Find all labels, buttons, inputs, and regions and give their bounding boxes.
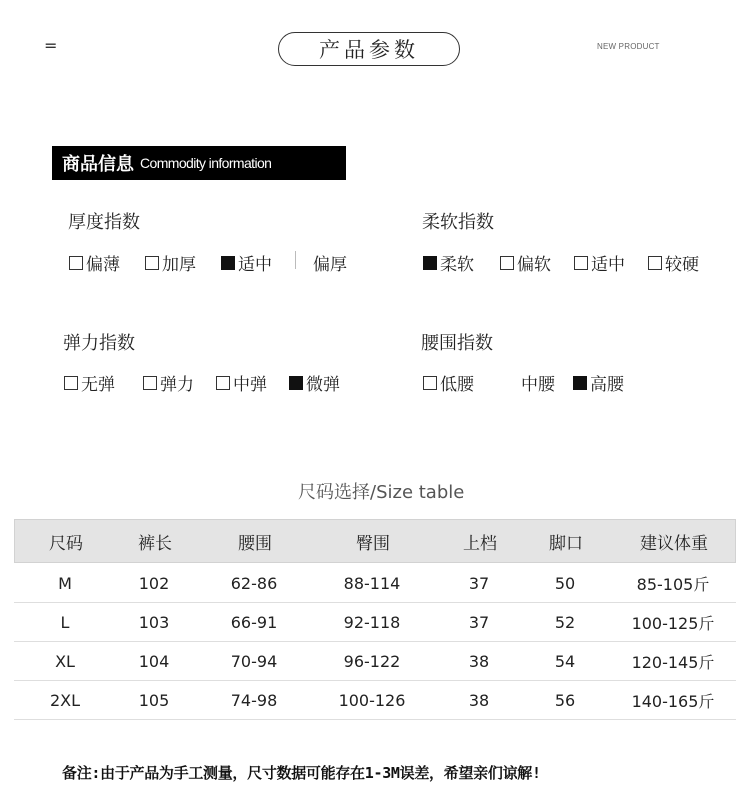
table-row <box>14 603 736 642</box>
option-label: 柔软 <box>440 255 474 275</box>
option-label: 弹力 <box>160 375 194 395</box>
divider <box>295 251 296 269</box>
option-label: 偏厚 <box>313 255 347 275</box>
banner-title-en: Commodity information <box>140 155 272 171</box>
cell-weight: 120-145斤 <box>631 652 715 672</box>
header-weight: 建议体重 <box>640 533 708 554</box>
option-hard[interactable] <box>648 250 699 275</box>
header-waist: 腰围 <box>238 533 272 554</box>
checkbox-icon <box>145 256 159 270</box>
cell-size: L <box>60 612 70 632</box>
cell-hem: 56 <box>554 690 576 710</box>
cell-length: 103 <box>138 612 170 632</box>
header-length: 裤长 <box>138 533 172 554</box>
cell-rise: 38 <box>468 651 490 671</box>
option-label: 高腰 <box>590 375 624 395</box>
option-stretch[interactable] <box>143 370 194 395</box>
option-label: 无弹 <box>81 375 115 395</box>
cell-hip: 100-126 <box>338 690 406 710</box>
cell-rise: 37 <box>468 573 490 593</box>
checkbox-checked-icon <box>221 256 235 270</box>
option-label: 中弹 <box>233 375 267 395</box>
option-label: 较硬 <box>665 255 699 275</box>
header-hip: 臀围 <box>356 533 390 554</box>
table-header <box>14 519 736 563</box>
option-label: 中腰 <box>521 375 555 395</box>
cell-length: 102 <box>138 573 170 593</box>
option-label: 适中 <box>591 255 625 275</box>
option-thickish[interactable] <box>313 250 347 275</box>
cell-rise: 37 <box>468 612 490 632</box>
option-medium[interactable] <box>221 250 272 275</box>
option-label: 低腰 <box>440 375 474 395</box>
checkbox-checked-icon <box>573 376 587 390</box>
thickness-title: 厚度指数 <box>68 212 140 233</box>
cell-hem: 50 <box>554 573 576 593</box>
checkbox-icon <box>648 256 662 270</box>
checkbox-icon <box>500 256 514 270</box>
cell-rise: 38 <box>468 690 490 710</box>
page-title: 产品参数 <box>278 32 460 66</box>
option-no-stretch[interactable] <box>64 370 115 395</box>
cell-waist: 66-91 <box>230 612 278 632</box>
option-low-waist[interactable] <box>423 370 474 395</box>
checkbox-icon <box>64 376 78 390</box>
table-row <box>14 681 736 720</box>
elasticity-title: 弹力指数 <box>63 333 135 354</box>
checkbox-icon <box>423 376 437 390</box>
checkbox-icon <box>574 256 588 270</box>
size-table-title: 尺码选择/Size table <box>298 482 465 503</box>
banner-title-cn: 商品信息 <box>62 154 134 175</box>
header-size: 尺码 <box>49 533 83 554</box>
option-label: 偏薄 <box>86 255 120 275</box>
option-thick[interactable] <box>145 250 196 275</box>
size-table <box>14 519 736 719</box>
cell-size: XL <box>55 651 75 671</box>
commodity-info-banner <box>52 146 346 180</box>
softness-title: 柔软指数 <box>422 212 494 233</box>
option-mid-waist[interactable] <box>521 370 555 395</box>
footnote: 备注:由于产品为手工测量，尺寸数据可能存在1-3M误差，希望亲们谅解! <box>62 764 541 782</box>
checkbox-icon <box>143 376 157 390</box>
checkbox-icon <box>69 256 83 270</box>
cell-weight: 100-125斤 <box>631 613 715 633</box>
cell-size: M <box>58 573 72 593</box>
option-soft[interactable] <box>423 250 474 275</box>
cell-hip: 88-114 <box>343 573 401 593</box>
cell-hem: 52 <box>554 612 576 632</box>
elasticity-group <box>63 329 135 355</box>
header-rise: 上档 <box>463 533 497 554</box>
cell-hip: 96-122 <box>343 651 401 671</box>
checkbox-icon <box>216 376 230 390</box>
cell-waist: 70-94 <box>230 651 278 671</box>
option-softish[interactable] <box>500 250 551 275</box>
cell-length: 105 <box>138 690 170 710</box>
option-label: 微弹 <box>306 375 340 395</box>
option-thin[interactable] <box>69 250 120 275</box>
header-hem: 脚口 <box>549 533 583 554</box>
checkbox-checked-icon <box>289 376 303 390</box>
new-product-label: NEW PRODUCT <box>597 42 660 51</box>
cell-hip: 92-118 <box>343 612 401 632</box>
cell-hem: 54 <box>554 651 576 671</box>
option-label: 偏软 <box>517 255 551 275</box>
cell-length: 104 <box>138 651 170 671</box>
table-row <box>14 642 736 681</box>
option-label: 适中 <box>238 255 272 275</box>
option-label: 加厚 <box>162 255 196 275</box>
option-high-waist[interactable] <box>573 370 624 395</box>
thickness-group <box>68 208 140 234</box>
waist-group <box>421 329 493 355</box>
cell-waist: 62-86 <box>230 573 278 593</box>
waist-title: 腰围指数 <box>421 333 493 354</box>
option-medium[interactable] <box>574 250 625 275</box>
option-slight-stretch[interactable] <box>289 370 340 395</box>
option-medium-stretch[interactable] <box>216 370 267 395</box>
cell-size: 2XL <box>49 690 81 710</box>
cell-waist: 74-98 <box>230 690 278 710</box>
table-row <box>14 564 736 603</box>
checkbox-checked-icon <box>423 256 437 270</box>
cell-weight: 85-105斤 <box>636 574 710 594</box>
softness-group <box>422 208 494 234</box>
menu-icon[interactable]: = <box>44 36 58 55</box>
cell-weight: 140-165斤 <box>631 691 715 711</box>
